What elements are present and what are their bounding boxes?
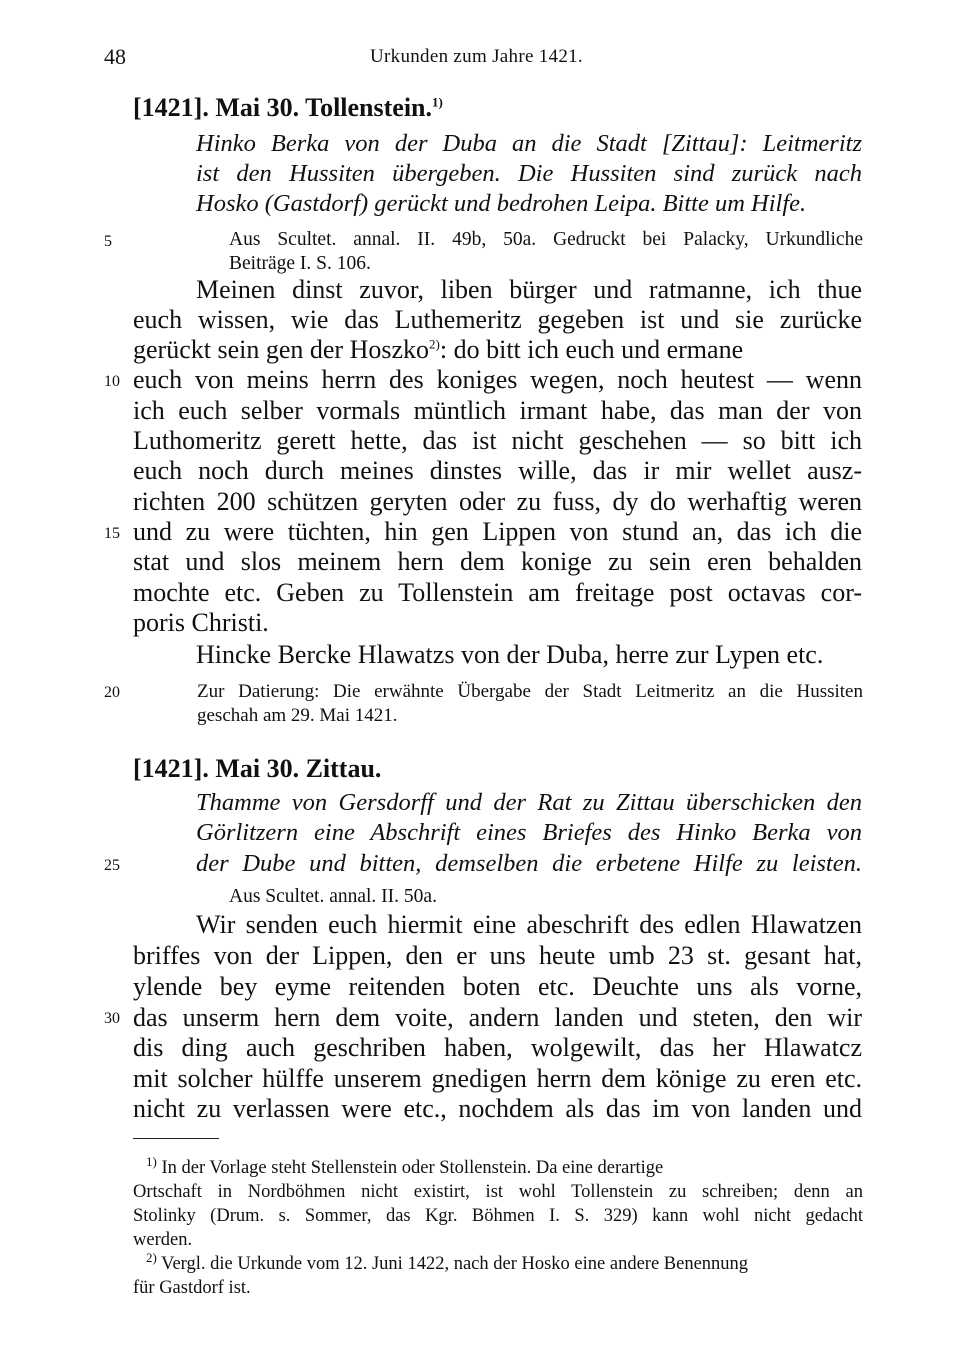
doc2-summary-line-2: Görlitzern eine Abschrift eines Briefes des Hinko Berka von [196, 819, 862, 846]
doc2-body-line-4: das unserm hern dem voite, andern landen und steten, den wir [133, 1003, 862, 1032]
doc2-summary-line-3: der Dube und bitten, demselben die erbetene Hilfe zu leisten. [196, 850, 862, 877]
doc1-body-line-5: ich euch selber vormals müntlich irmant habe, das man der von [133, 396, 862, 425]
footnote-1-line-1: $^{1)}$ In der Vorlage steht Stellenstein oder Stollenstein. Da eine derartige [146, 1153, 664, 1178]
footnote-2-line-1: $^{2)}$ Vergl. die Urkunde vom 12. Juni 1422, nach der Hosko eine andere Benennung [146, 1249, 749, 1274]
doc1-body-line-10: stat und slos meinem hern dem konige zu sein eren behalden [133, 547, 862, 576]
footnote-1-marker: 1) [146, 1153, 157, 1169]
doc2-body-line-6: mit solcher hülffe unserem gnedigen herrn dem könige zu eren etc. [133, 1064, 862, 1093]
margin-line-number: 10 [104, 373, 120, 390]
page-number: 48 [104, 44, 126, 69]
footnote-separator [133, 1138, 219, 1139]
margin-line-number: 5 [104, 233, 112, 250]
margin-line-number: 20 [104, 684, 120, 701]
doc1-signature: Hincke Bercke Hlawatzs von der Duba, herre zur Lypen etc. [196, 640, 824, 669]
footnote-1-line-4: werden. [133, 1230, 193, 1250]
doc2-body-line-7: nicht zu verlassen were etc., nochdem als das im von landen und [133, 1094, 862, 1123]
margin-line-number: 15 [104, 525, 120, 542]
footnote-ref-1: 1) [432, 94, 443, 110]
doc1-source-line-2: Beiträge I. S. 106. [229, 253, 371, 274]
doc1-summary-line-3: Hosko (Gastdorf) gerückt und bedrohen Leipa. Bitte um Hilfe. [196, 190, 807, 217]
footnote-ref-2: 2) [429, 336, 440, 352]
doc1-dating-line-1: Zur Datierung: Die erwähnte Übergabe der Stadt Leitmeritz an die Hussiten [197, 681, 863, 702]
doc1-dating-line-2: geschah am 29. Mai 1421. [197, 705, 398, 726]
doc1-heading-text: [1421]. Mai 30. Tollenstein. [133, 93, 433, 122]
doc1-body-line-9: und zu were tüchten, hin gen Lippen von stund an, das ich die [133, 517, 862, 546]
doc1-summary-line-2: ist den Hussiten übergeben. Die Hussiten sind zurück nach [196, 160, 862, 187]
doc1-body-line-12: poris Christi. [133, 608, 269, 637]
doc1-body-line-4: euch von meins herrn des koniges wegen, noch heutest — wenn [133, 365, 862, 394]
doc1-body-line-3: gerückt sein gen der Hoszko$^{2)}$: do bitt ich euch und ermane [133, 335, 744, 364]
margin-line-number: 25 [104, 857, 120, 874]
doc1-summary-line-1: Hinko Berka von der Duba an die Stadt [Zittau]: Leitmeritz [196, 130, 862, 157]
doc1-body-line-2: euch wissen, wie das Luthemeritz gegeben ist und sie zurücke [133, 305, 862, 334]
doc2-body-line-1: Wir senden euch hiermit eine abeschrift des edlen Hlawatzen [196, 910, 862, 939]
doc2-source: Aus Scultet. annal. II. 50a. [229, 886, 437, 907]
running-title: Urkunden zum Jahre 1421. [370, 46, 583, 67]
doc2-summary-line-1: Thamme von Gersdorff und der Rat zu Zittau überschicken den [196, 789, 862, 816]
doc1-body-line-7: euch noch durch meines dinstes wille, das ir mir wellet ausz- [133, 456, 862, 485]
footnote-1-line-3: Stolinky (Drum. s. Sommer, das Kgr. Böhmen I. S. 329) kann wohl nicht gedacht [133, 1206, 863, 1226]
doc1-body-line-6: Luthomeritz gerett hette, das ist nicht geschehen — so bitt ich [133, 426, 862, 455]
doc1-body-line-11: mochte etc. Geben zu Tollenstein am freitage post octavas cor- [133, 578, 862, 607]
doc1-heading [133, 93, 443, 123]
doc1-body-line-1: Meinen dinst zuvor, liben bürger und ratmanne, ich thue [196, 275, 862, 304]
margin-line-number: 30 [104, 1010, 120, 1027]
footnote-2-line-2: für Gastdorf ist. [133, 1278, 251, 1298]
doc1-source-line-1: Aus Scultet. annal. II. 49b, 50a. Gedruckt bei Palacky, Urkundliche [229, 229, 863, 250]
doc2-heading: [1421]. Mai 30. Zittau. [133, 754, 382, 783]
doc2-body-line-3: ylende bey eyme reitenden boten etc. Deuchte uns als vorne, [133, 972, 862, 1001]
doc2-body-line-2: briffes von der Lippen, den er uns heute umb 23 st. gesant hat, [133, 941, 862, 970]
doc1-body-line-8: richten 200 schützen geryten oder zu fuss, dy do werhaftig weren [133, 487, 862, 516]
doc2-body-line-5: dis ding auch geschriben haben, wolgewilt, das her Hlawatcz [133, 1033, 862, 1062]
footnote-2-marker: 2) [146, 1249, 157, 1265]
footnote-1-line-2: Ortschaft in Nordböhmen nicht existirt, ist wohl Tollenstein zu schreiben; denn an [133, 1182, 863, 1202]
